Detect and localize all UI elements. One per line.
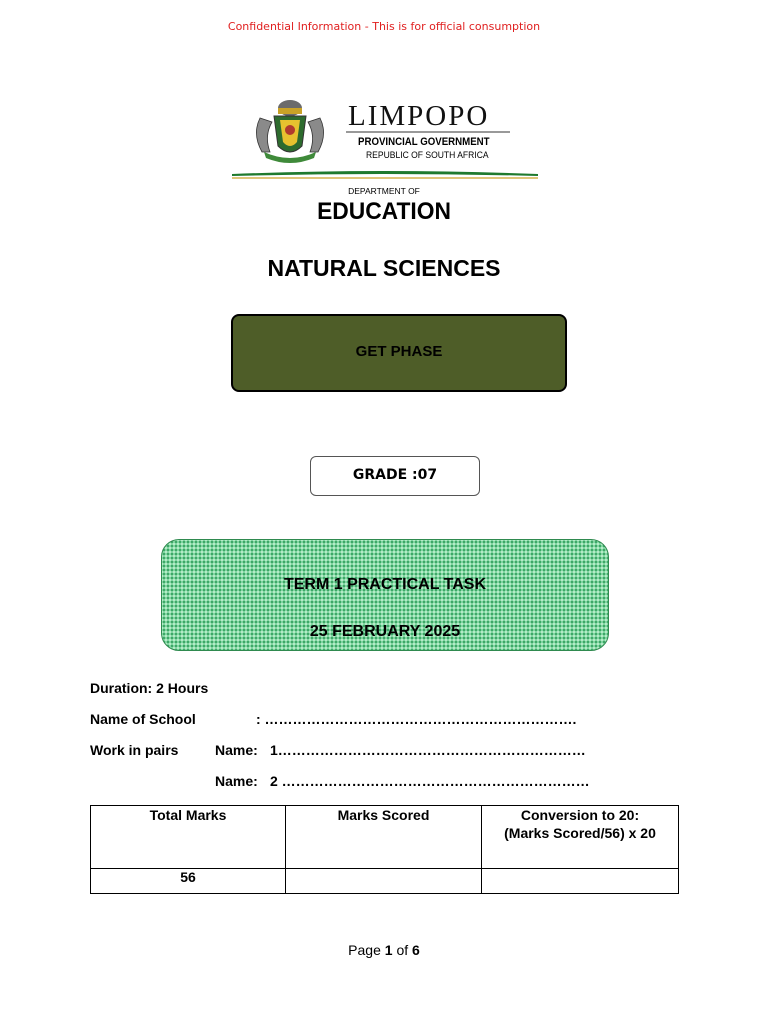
name2-blank-text: 2 …………………………………………………………: [270, 773, 590, 789]
grade-label: GRADE :07: [352, 467, 438, 483]
header-conversion-line1: Conversion to 20:: [520, 807, 640, 823]
department-name: EDUCATION: [317, 198, 451, 225]
name1-blank-line[interactable]: [270, 742, 586, 758]
page-total: 6: [412, 942, 420, 958]
marks-table-header-row: [91, 806, 679, 869]
name2-blank-line[interactable]: [270, 773, 590, 789]
term-date: 25 FEBRUARY 2025: [309, 623, 461, 640]
duration-text: Duration: 2 Hours: [90, 680, 209, 696]
department-label: DEPARTMENT OF: [348, 186, 420, 196]
total-marks-value: 56: [91, 869, 286, 894]
marks-scored-cell[interactable]: [286, 869, 482, 894]
confidential-notice: Confidential Information - This is for official consumption: [227, 20, 541, 33]
name2-label: Name:: [215, 773, 258, 789]
page-footer: [0, 942, 768, 958]
name1-label: Name:: [215, 742, 258, 758]
page-word: Page: [348, 942, 381, 958]
header-conversion: [482, 806, 679, 869]
coat-of-arms-icon: [256, 100, 323, 163]
header-total-marks: Total Marks: [91, 806, 286, 869]
marks-table-value-row: [91, 869, 679, 894]
header-marks-scored: Marks Scored: [286, 806, 482, 869]
page-number: 1: [384, 942, 393, 958]
school-label: Name of School: [90, 711, 196, 727]
school-blank-line[interactable]: [256, 711, 576, 727]
subject-title: NATURAL SCIENCES: [267, 255, 501, 281]
logo-subtitle-republic: REPUBLIC OF SOUTH AFRICA: [366, 150, 489, 161]
school-blank-text: : ………………………………………………………….: [256, 711, 577, 727]
header-conversion-line2: (Marks Scored/56) x 20: [504, 825, 656, 841]
logo-subtitle-government: PROVINCIAL GOVERNMENT: [358, 136, 490, 148]
phase-label: GET PHASE: [355, 343, 443, 360]
pairs-label: Work in pairs: [90, 742, 179, 758]
logo-title: LIMPOPO: [348, 100, 490, 132]
marks-table: [90, 805, 679, 894]
of-word: of: [396, 942, 409, 958]
term-task-title: TERM 1 PRACTICAL TASK: [283, 576, 487, 593]
conversion-cell[interactable]: [482, 869, 679, 894]
name1-blank-text: 1…………………………………………………………: [270, 742, 586, 758]
